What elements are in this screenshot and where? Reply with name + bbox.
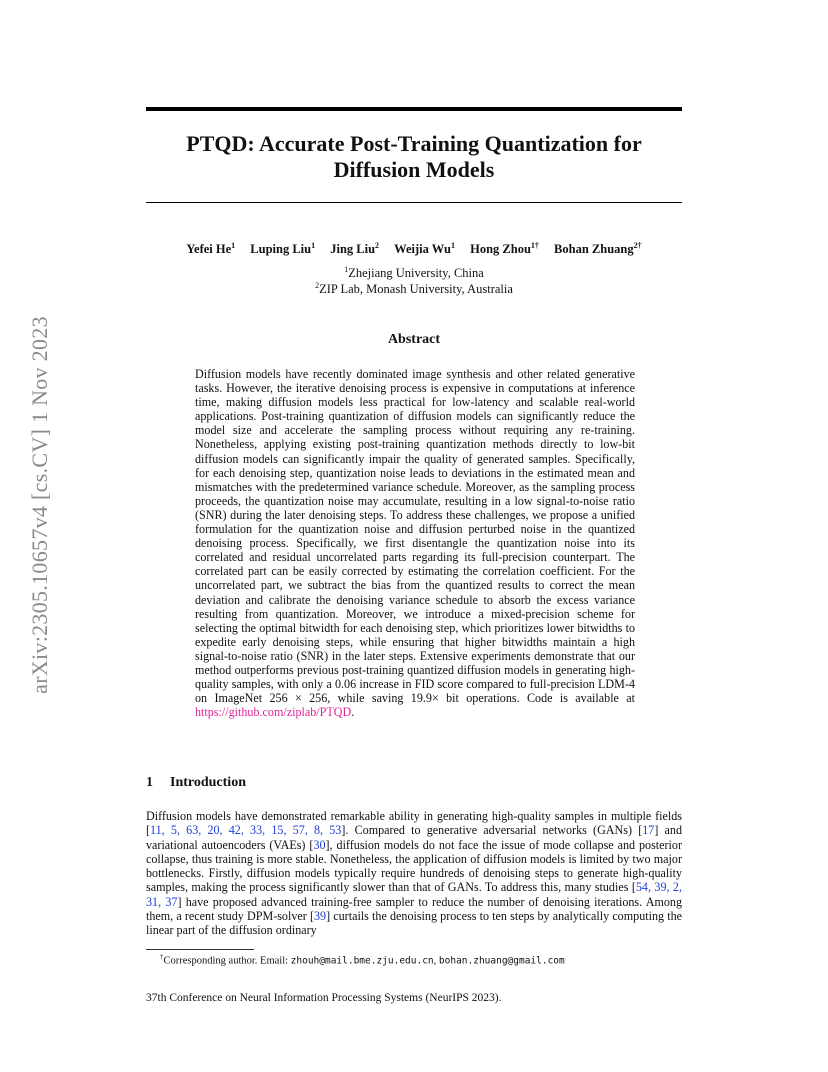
- footnote-mark: †: [160, 953, 164, 961]
- section-title: Introduction: [170, 775, 246, 790]
- abstract-body: Diffusion models have recently dominated image synthesis and other related generative tasks. However, the iterative denoising process is expensive in computations at inference time, making diffusion models less practical for low-latency and scalable real-world applications. Post-training quantization of diffusion models can significantly reduce the model size and accelerate the sampling process without requiring any re-training. Nonetheless, applying existing post-training quantization methods directly to low-bit diffusion models can significantly impair the quality of generated samples. Specifically, for each denoising step, quantization noise leads to deviations in the estimated mean and mismatches with the predetermined variance schedule. Moreover, as the sampling process proceeds, the quantization noise may accumulate, resulting in a low signal-to-noise ratio (SNR) during the later denoising steps. To address these challenges, we propose a unified formulation for the quantization noise and diffusion perturbed noise in the quantized denoising process. Specifically, we first disentangle the quantization noise into its correlated and residual uncorrelated parts regarding its full-precision counterpart. The correlated part can be easily corrected by estimating the correlation coefficient. For the uncorrelated part, we subtract the bias from the quantized results to correct the mean deviation and calibrate the denoising variance schedule to absorb the excess variance resulting from quantization. Moreover, we introduce a mixed-precision scheme for selecting the optimal bitwidth for each denoising step, which prioritizes lower bitwidths to expedite early denoising steps, while ensuring that higher bitwidths maintain a high signal-to-noise ratio (SNR) in the later steps. Extensive experiments demonstrate that our method outperforms previous post-training quantized diffusion models in generating high-quality samples, with only a 0.06 increase in FID score compared to full-precision LDM-4 on ImageNet 256 × 256, while saving 19.9× bit operations. Code is available at https://github.com/ziplab/PTQD.: [195, 367, 635, 720]
- author: [394, 238, 455, 257]
- author-affil-mark: 1: [311, 241, 316, 250]
- author-affil-mark: 1†: [530, 241, 539, 250]
- author-affil-mark: 1: [451, 241, 455, 250]
- affiliation: $^1$Zhejiang University, China: [344, 265, 484, 281]
- code-link[interactable]: https://github.com/ziplab/PTQD: [195, 705, 352, 720]
- section-number: 1: [146, 775, 153, 790]
- title-line-1: PTQD: Accurate Post-Training Quantization for: [186, 131, 642, 156]
- section-heading: [146, 775, 246, 791]
- arxiv-stamp: arXiv:2305.10657v4 [cs.CV] 1 Nov 2023: [27, 316, 52, 694]
- author: [554, 238, 642, 257]
- citation-link[interactable]: 11, 5, 63, 20, 42, 33, 15, 57, 8, 53: [150, 823, 342, 838]
- author-name: Luping Liu: [250, 242, 312, 257]
- footnote-rule: [146, 949, 254, 950]
- title-top-rule: [146, 107, 682, 111]
- author-affil-mark: 2†: [633, 241, 642, 250]
- author: [330, 238, 379, 257]
- author-name: Yefei He: [186, 242, 232, 257]
- author-name: Bohan Zhuang: [554, 242, 634, 257]
- abstract-heading: Abstract: [387, 332, 441, 347]
- email-link[interactable]: bohan.zhuang@gmail.com: [438, 955, 565, 967]
- abstract-text: Diffusion models have recently dominated image synthesis and other related generative tasks. However, the iterative denoising process is expensive in computations at inference time, making diffusion models less practical for low-latency and scalable real-world applications. Post-training quantization of diffusion models can significantly reduce the model size and accelerate the sampling process without requiring any re-training. Nonetheless, applying existing post-training quantization methods directly to low-bit diffusion models can significantly impair the quality of generated samples. Specifically, for each denoising step, quantization noise leads to deviations in the estimated mean and mismatches with the predetermined variance schedule. Moreover, as the sampling process proceeds, the quantization noise may accumulate, resulting in a low signal-to-noise ratio (SNR) during the later denoising steps. To address these challenges, we propose a unified formulation for the quantization noise and diffusion perturbed noise in the quantized denoising process. Specifically, we first disentangle the quantization noise into its correlated and residual uncorrelated parts regarding its full-precision counterpart. The correlated part can be easily corrected by estimating the correlation coefficient. For the uncorrelated part, we subtract the bias from the quantized results to correct the mean deviation and calibrate the denoising variance schedule to absorb the excess variance resulting from quantization. Moreover, we introduce a mixed-precision scheme for selecting the optimal bitwidth for each denoising step, which prioritizes lower bitwidths to expedite early denoising steps, while ensuring that higher bitwidths maintain a high signal-to-noise ratio (SNR) in the later steps. Extensive experiments demonstrate that our method outperforms previous post-training quantized diffusion models in generating high-quality samples, with only a 0.06 increase in FID score compared to full-precision LDM-4 on ImageNet 256 × 256, while saving 19.9× bit operations. Code is available at: [195, 367, 635, 706]
- title-line-2: Diffusion Models: [333, 157, 495, 182]
- paper-title: [146, 131, 682, 183]
- author: [470, 238, 539, 257]
- author-affil-mark: 1: [231, 241, 236, 250]
- intro-paragraph: Diffusion models have demonstrated remarkable ability in generating high-quality samples in multiple fields [11, 5, 63, 20, 42, 33, 15, 57, 8, 53]. Compared to generative adversarial networks (GANs) [17] and variational autoencoders (VAEs) [30], diffusion models do not face the issue of mode collapse and posterior collapse, thus training is more stable. Nonetheless, the application of diffusion models is limited by two major bottlenecks. Firstly, diffusion models typically require hundreds of denoising steps to generate high-quality samples, making the process significantly slower than that of GANs. To address this, many studies [54, 39, 2, 31, 37] have proposed advanced training-free sampler to reduce the number of denoising iterations. Among them, a recent study DPM-solver [39] curtails the denoising process to ten steps by analytically computing the linear part of the diffusion ordinary: [146, 809, 683, 938]
- author-name: Jing Liu: [330, 242, 376, 257]
- author-name: Hong Zhou: [470, 242, 531, 257]
- citation-link[interactable]: 39: [313, 909, 327, 924]
- citation-link[interactable]: 17: [642, 823, 655, 838]
- author-list: [146, 238, 682, 257]
- conference-note: 37th Conference on Neural Information Processing Systems (NeurIPS 2023).: [146, 992, 502, 1004]
- citation-link[interactable]: 54, 39, 2, 31, 37: [146, 880, 682, 909]
- title-bottom-rule: [146, 202, 682, 203]
- footnote: †Corresponding author. Email: zhouh@mail.bme.zju.edu.cn, bohan.zhuang@gmail.com: [160, 953, 565, 967]
- author-affil-mark: 2: [375, 241, 380, 250]
- author: [186, 238, 235, 257]
- affiliation: $^2$ZIP Lab, Monash University, Australia: [315, 281, 513, 297]
- email-link[interactable]: zhouh@mail.bme.zju.edu.cn: [290, 955, 434, 967]
- citation-link[interactable]: 30: [313, 837, 326, 852]
- author: [250, 238, 315, 257]
- author-name: Weijia Wu: [394, 242, 451, 257]
